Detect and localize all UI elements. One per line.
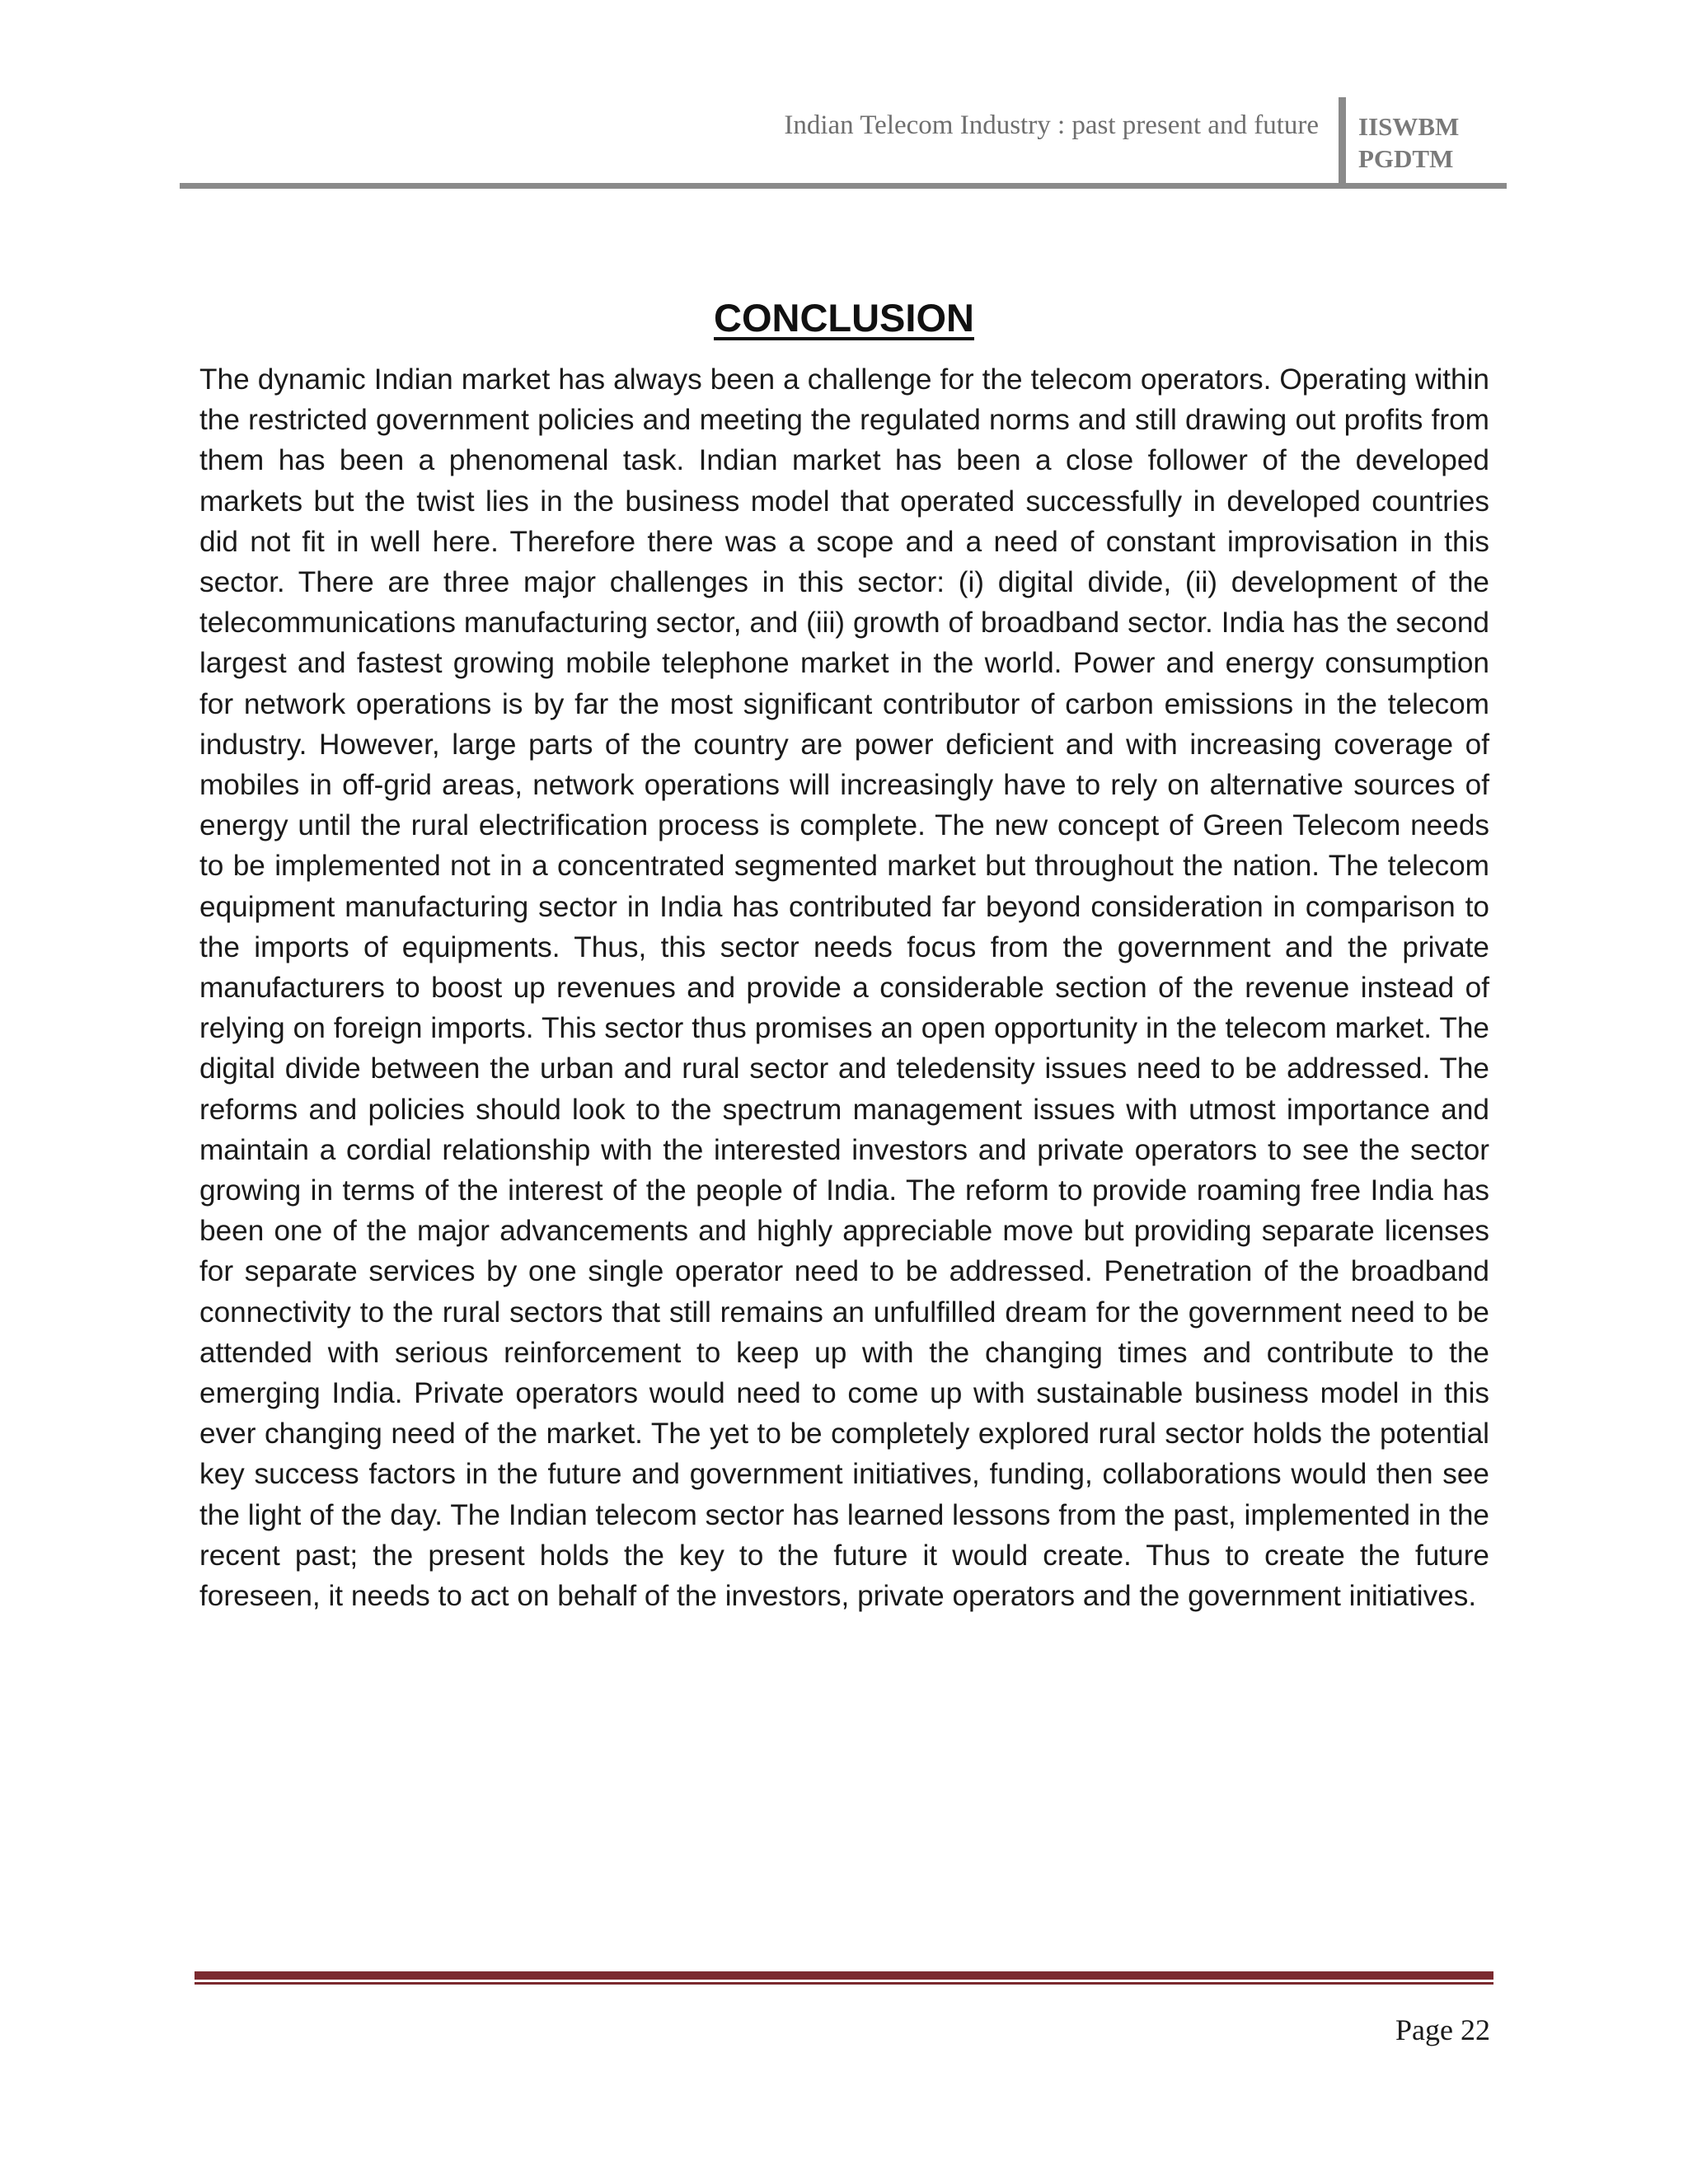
header-title: Indian Telecom Industry : past present and future bbox=[784, 110, 1319, 140]
footer-rule bbox=[195, 1971, 1493, 1980]
header-org bbox=[1358, 110, 1459, 175]
footer-rule-thin bbox=[195, 1982, 1493, 1985]
header-org-line1: IISWBM bbox=[1358, 112, 1460, 141]
header-org-line2: PGDTM bbox=[1358, 144, 1454, 173]
page-header bbox=[180, 97, 1507, 183]
section-heading-text: CONCLUSION bbox=[714, 296, 974, 340]
section-heading bbox=[0, 293, 1688, 343]
header-divider bbox=[1339, 97, 1346, 183]
page-number: Page 22 bbox=[1395, 2013, 1490, 2046]
body-paragraph: The dynamic Indian market has always been a challenge for the telecom operators. Operating within the restricted government policies and meeting the regulated norms and still drawing out profits from them has been a phenomenal task. Indian market has been a close follower of the developed markets but the twist lies in the business model that operated successfully in developed countries did not fit in well here. Therefore there was a scope and a need of constant improvisation in this sector. There are three major challenges in this sector: (i) digital divide, (ii) development of the telecommunications manufacturing sector, and (iii) growth of broadband sector. India has the second largest and fastest growing mobile telephone market in the world. Power and energy consumption for network operations is by far the most significant contributor of carbon emissions in the telecom industry. However, large parts of the country are power deficient and with increasing coverage of mobiles in off-grid areas, network operations will increasingly have to rely on alternative sources of energy until the rural electrification process is complete. The new concept of Green Telecom needs to be implemented not in a concentrated segmented market but throughout the nation. The telecom equipment manufacturing sector in India has contributed far beyond consideration in comparison to the imports of equipments. Thus, this sector needs focus from the government and the private manufacturers to boost up revenues and provide a considerable section of the revenue instead of relying on foreign imports. This sector thus promises an open opportunity in the telecom market. The digital divide between the urban and rural sector and teledensity issues need to be addressed. The reforms and policies should look to the spectrum management issues with utmost importance and maintain a cordial relationship with the interested investors and private operators to see the sector growing in terms of the interest of the people of India. The reform to provide roaming free India has been one of the major advancements and highly appreciable move but providing separate licenses for separate services by one single operator need to be addressed. Penetration of the broadband connectivity to the rural sectors that still remains an unfulfilled dream for the government need to be attended with serious reinforcement to keep up with the changing times and contribute to the emerging India. Private operators would need to come up with sustainable business model in this ever changing need of the market. The yet to be completely explored rural sector holds the potential key success factors in the future and government initiatives, funding, collaborations would then see the light of the day. The Indian telecom sector has learned lessons from the past, implemented in the recent past; the present holds the key to the future it would create. Thus to create the future foreseen, it needs to act on behalf of the investors, private operators and the government initiatives. bbox=[199, 363, 1489, 1613]
header-rule bbox=[180, 183, 1507, 189]
